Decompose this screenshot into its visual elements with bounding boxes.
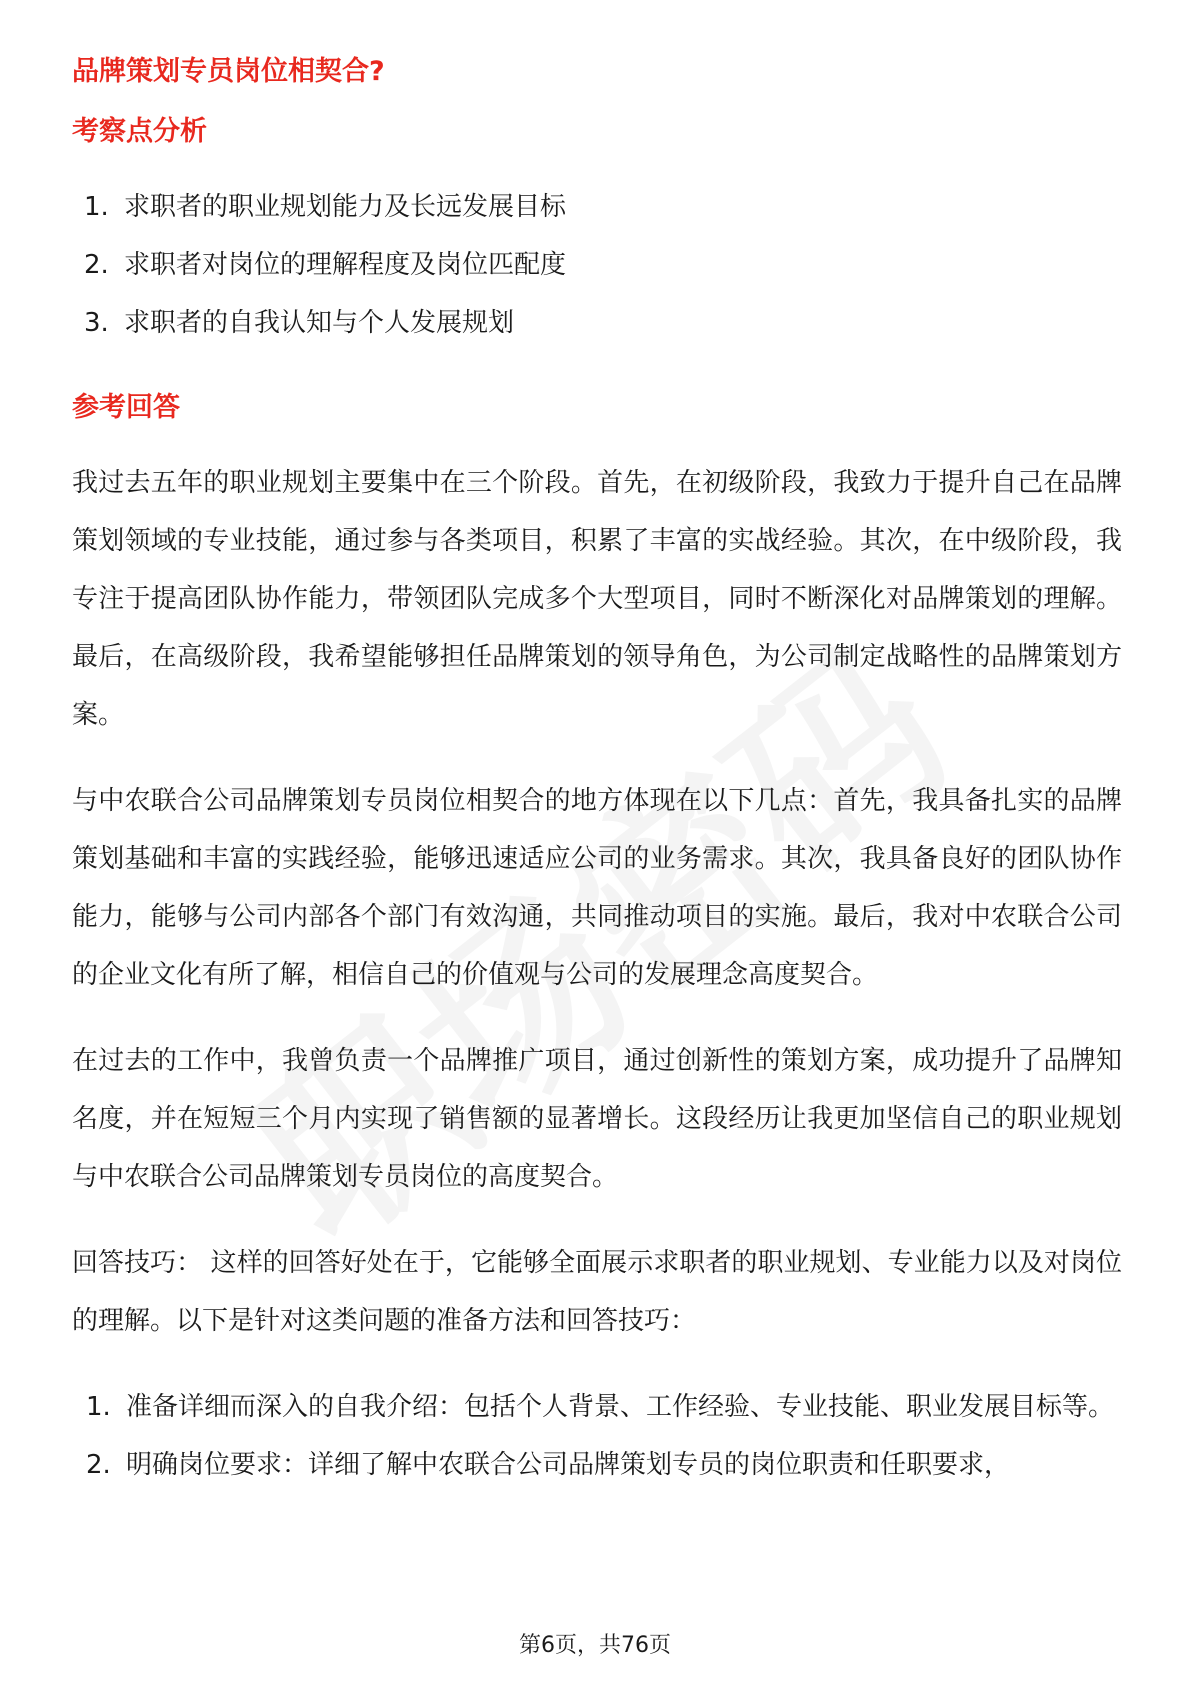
answer-paragraph: 我过去五年的职业规划主要集中在三个阶段。首先，在初级阶段，我致力于提升自己在品牌策划领域的专业技能，通过参与各类项目，积累了丰富的实战经验。其次，在中级阶段，我专注于提高团队协作能力，带领团队完成多个大型项目，同时不断深化对品牌策划的理解。最后，在高级阶段，我希望能够担任品牌策划的领导角色，为公司制定战略性的品牌策划方案。 (72, 468, 1122, 730)
analysis-item-text: 求职者的自我认知与个人发展规划 (124, 308, 515, 338)
tip-item (72, 1378, 1122, 1436)
page-footer: 第6页，共76页 (519, 1633, 671, 1658)
reference-heading: 参考回答 (72, 392, 180, 423)
analysis-item (72, 294, 1122, 352)
answer-paragraph: 与中农联合公司品牌策划专员岗位相契合的地方体现在以下几点：首先，我具备扎实的品牌策划基础和丰富的实践经验，能够迅速适应公司的业务需求。其次，我具备良好的团队协作能力，能够与公司内部各个部门有效沟通，共同推动项目的实施。最后，我对中农联合公司的企业文化有所了解，相信自己的价值观与公司的发展理念高度契合。 (72, 786, 1122, 990)
tip-item-text: 准备详细而深入的自我介绍：包括个人背景、工作经验、专业技能、职业发展目标等。 (126, 1392, 1115, 1422)
list-number: 2. (86, 1450, 111, 1480)
list-number: 3. (84, 308, 109, 338)
analysis-heading: 考察点分析 (72, 116, 207, 147)
tips-list (72, 1378, 1122, 1494)
answer-paragraph: 在过去的工作中，我曾负责一个品牌推广项目，通过创新性的策划方案，成功提升了品牌知名度，并在短短三个月内实现了销售额的显著增长。这段经历让我更加坚信自己的职业规划与中农联合公司品牌策划专员岗位的高度契合。 (72, 1046, 1122, 1192)
tip-item-text: 明确岗位要求：详细了解中农联合公司品牌策划专员的岗位职责和任职要求， (126, 1450, 1011, 1480)
list-number: 2. (84, 250, 109, 280)
tip-item (72, 1436, 1122, 1494)
analysis-item (72, 236, 1122, 294)
list-number: 1. (86, 1392, 111, 1422)
analysis-item (72, 178, 1122, 236)
list-number: 1. (84, 192, 109, 222)
analysis-list (72, 178, 1122, 352)
question-title: 品牌策划专员岗位相契合? (72, 56, 385, 87)
analysis-item-text: 求职者对岗位的理解程度及岗位匹配度 (124, 250, 567, 280)
tips-intro-paragraph: 回答技巧： 这样的回答好处在于，它能够全面展示求职者的职业规划、专业能力以及对岗位的理解。以下是针对这类问题的准备方法和回答技巧： (72, 1248, 1122, 1336)
page-content (72, 52, 1122, 1494)
analysis-item-text: 求职者的职业规划能力及长远发展目标 (124, 192, 567, 222)
